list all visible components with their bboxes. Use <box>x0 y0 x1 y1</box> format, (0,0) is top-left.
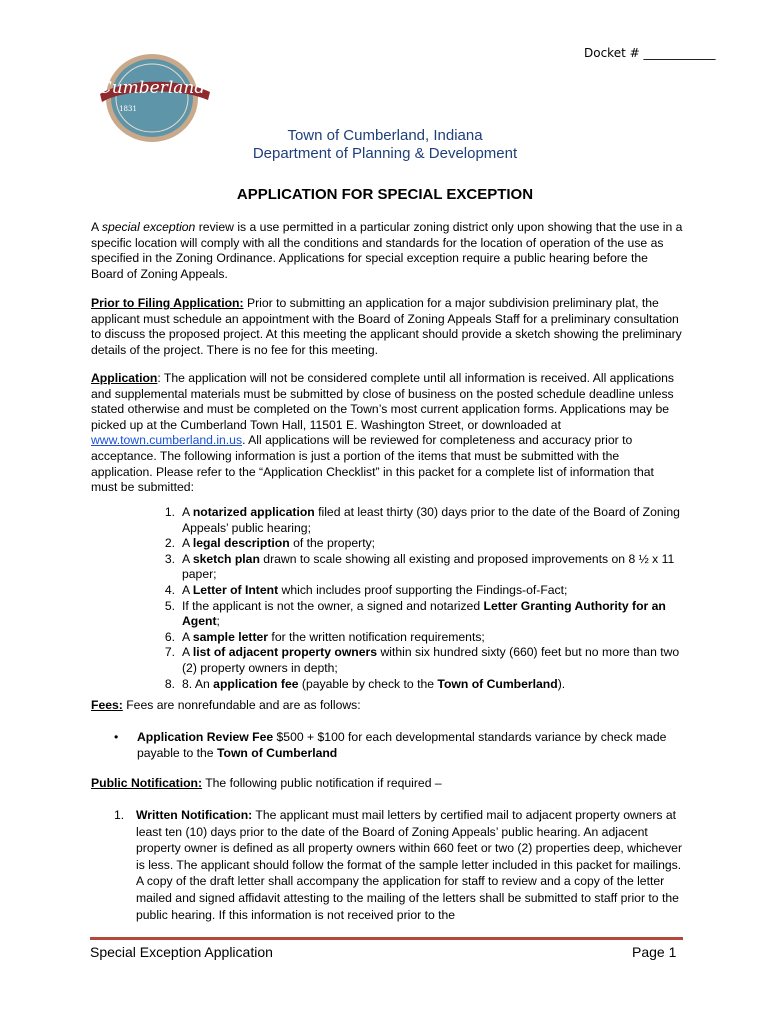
prior-to-filing-paragraph: Prior to Filing Application: Prior to submitting an application for a major subdivision preliminary plat, the applicant must schedule an appointment with the Board of Zoning Appeals Staff for a preliminary consultation to discuss the proposed project. At this meeting the applicant should provide a sketch showing the preliminary details of the project. There is no fee for this meeting. <box>91 296 682 357</box>
list-item: 2. A legal description of the property; <box>164 536 376 551</box>
prior-heading: Prior to Filing Application: <box>91 296 244 310</box>
bullet-icon: • <box>114 730 119 744</box>
list-item: 5. If the applicant is not the owner, a signed and notarized Letter Granting Authority for an Agent; <box>164 598 666 629</box>
written-notification-item: 1. Written Notification: The applicant must mail letters by certified mail to adjacent property owners at least ten (10) days prior to the date of the Board of Zoning Appeals’ public hearing. An adjacent property owner is defined as all property owners within 660 feet or two (2) properties deep, whichever is less. The applicant should follow the format of the sample letter included in this packet for mailings. A copy of the draft letter shall accompany the application for staff to review and a copy of the letter mailed and signed affidavit attesting to the mailing of the letters shall be submitted to staff prior to the public hearing. If this information is not received prior to the <box>114 808 683 922</box>
town-website-link[interactable]: www.town.cumberland.in.us <box>91 433 243 448</box>
requirements-list <box>155 505 685 692</box>
list-item: 8. 8. An application fee (payable by check to the Town of Cumberland). <box>164 676 566 691</box>
document-title: APPLICATION FOR SPECIAL EXCEPTION <box>236 186 534 203</box>
fees-heading: Fees: <box>91 698 123 712</box>
application-paragraph: Application: The application will not be considered complete until all information is received. All applications and supplemental materials must be submitted by close of business on the posted schedule deadline unless stated otherwise and must be completed on the Town’s most current application forms. Applications may be picked up at the Cumberland Town Hall, 11501 E. Washington Street, or downloaded at www.town.cumberland.in.us. All applications will be reviewed for completeness and accuracy prior to acceptance. The following information is just a portion of the items that must be submitted with the application. Please refer to the “Application Checklist” in this packet for a complete list of information that must be submitted: <box>91 371 675 495</box>
department-name: Department of Planning & Development <box>252 145 518 162</box>
public-notification-paragraph: Public Notification: The following public notification if required – <box>91 776 442 790</box>
docket-number: Docket # ____________ <box>584 46 716 60</box>
footer-title: Special Exception Application <box>90 944 273 960</box>
svg-text:1831: 1831 <box>119 105 137 113</box>
list-item: 3. A sketch plan drawn to scale showing all existing and proposed improvements on 8 ½ x 11 paper; <box>164 551 675 582</box>
fees-paragraph: Fees: Fees are nonrefundable and are as follows: <box>91 698 361 712</box>
list-item: 1. A notarized application filed at least thirty (30) days prior to the date of the Board of Zoning Appeals’ public hearing; <box>164 505 680 535</box>
application-heading: Application <box>91 371 158 385</box>
list-item: 4. A Letter of Intent which includes proof supporting the Findings-of-Fact; <box>164 582 568 597</box>
list-item: 6. A sample letter for the written notification requirements; <box>164 629 485 644</box>
page-number: Page 1 <box>632 944 677 960</box>
intro-paragraph: A special exception review is a use permitted in a particular zoning district only upon showing that the use in a specific location will comply with all the conditions and standards for the location of operation of the use as specified in the Zoning Ordinance. Applications for special exception require a public hearing before the Board of Zoning Appeals. <box>91 220 683 281</box>
svg-text:Cumberland: Cumberland <box>98 78 206 98</box>
fee-bullet-item: • Application Review Fee $500 + $100 for each developmental standards variance by check made payable to the Town of Cumberland <box>114 730 667 760</box>
footer-divider <box>90 937 683 940</box>
organization-name: Town of Cumberland, Indiana <box>287 127 483 144</box>
public-notification-heading: Public Notification: <box>91 776 203 790</box>
list-item: 7. A list of adjacent property owners within six hundred sixty (660) feet but no more than two (2) property owners in depth; <box>164 645 680 675</box>
